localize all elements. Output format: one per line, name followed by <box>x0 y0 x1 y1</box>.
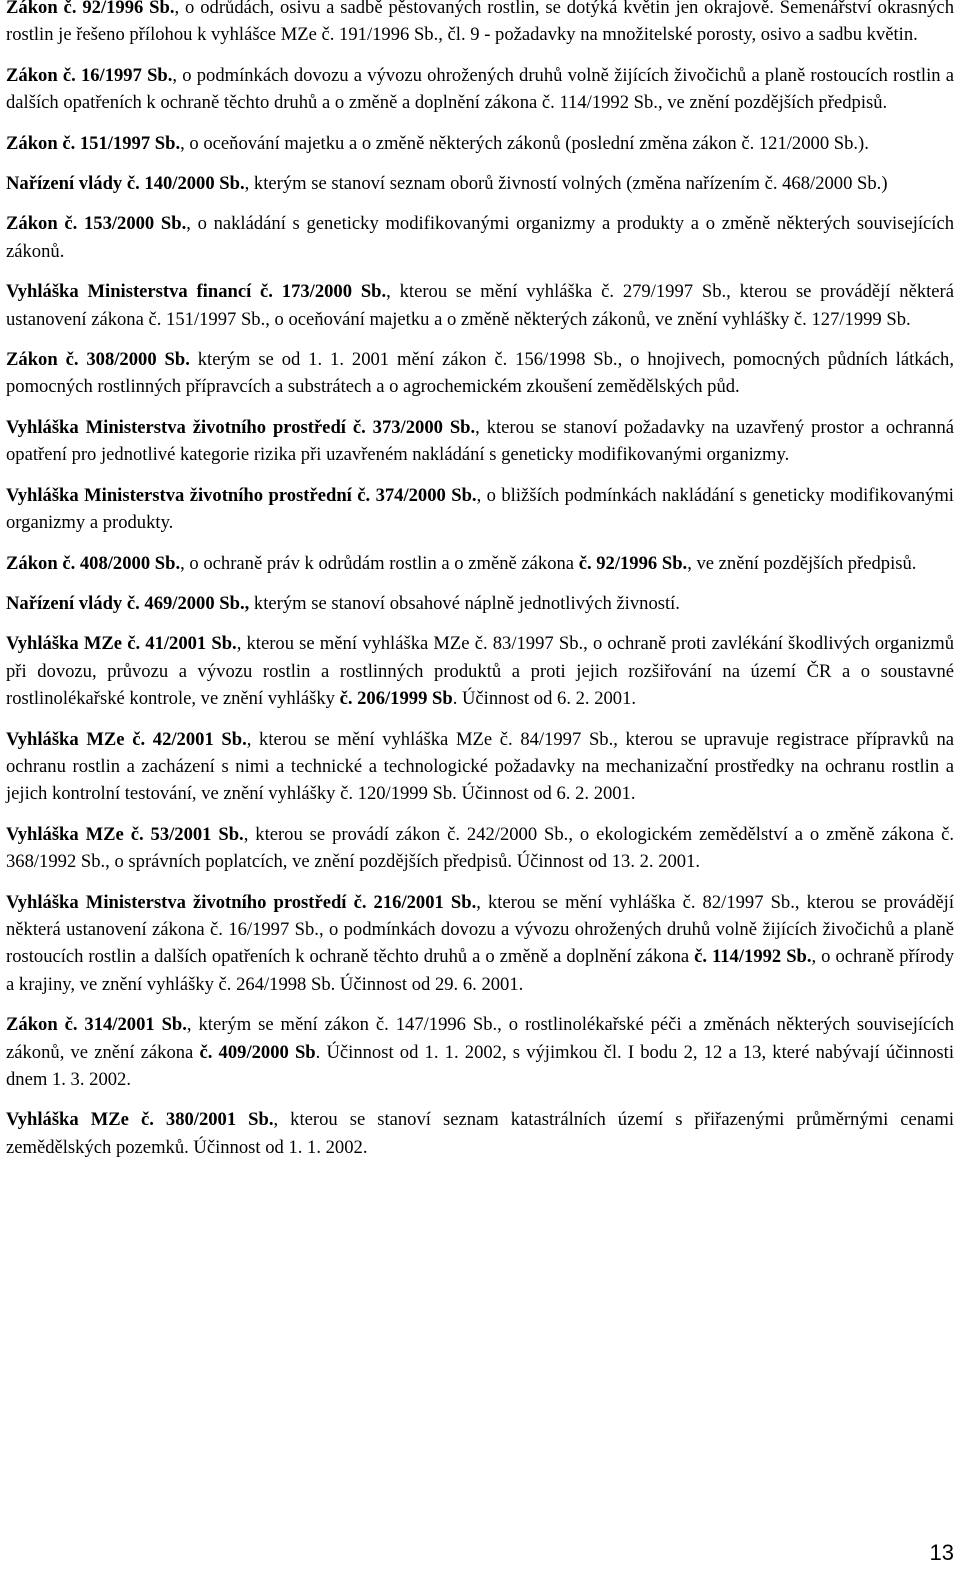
law-citation: Zákon č. 16/1997 Sb. <box>6 64 173 86</box>
law-entry <box>6 278 954 333</box>
law-description: kterým se od 1. 1. 2001 mění zákon č. 156/1998 Sb., o hnojivech, pomocných půdních látkách, pomocných rostlinných přípravcích a substrátech a o agrochemickém zkoušení zemědělských půd. <box>6 349 954 398</box>
law-citation: Vyhláška Ministerstva životního prostřední č. 374/2000 Sb. <box>6 484 477 506</box>
law-description: , kterou se stanoví požadavky na uzavřený prostor a ochranná opatření pro jednotlivé kategorie rizika při uzavřeném nakládání s geneticky modifikovanými organizmy. <box>6 416 954 466</box>
law-citation: Vyhláška MZe č. 41/2001 Sb. <box>6 633 237 655</box>
law-description: , kterým se stanoví seznam oborů živností volných (změna nařízením č. 468/2000 Sb.) <box>244 173 888 195</box>
law-entry <box>6 62 954 117</box>
law-description: , kterou se mění vyhláška č. 279/1997 Sb., kterou se provádějí některá ustanovení zákona č. 151/1997 Sb., o oceňování majetku a o změně některých zákonů, ve znění vyhlášky č. 127/1999 Sb. <box>6 281 954 330</box>
law-description: . Účinnost od 6. 2. 2001. <box>452 688 637 710</box>
law-citation: Nařízení vlády č. 140/2000 Sb. <box>6 173 245 195</box>
law-citation: Vyhláška MZe č. 53/2001 Sb. <box>6 823 244 845</box>
law-citation: č. 206/1999 Sb <box>339 688 453 710</box>
law-description: , o bližších podmínkách nakládání s geneticky modifikovanými organizmy a produkty. <box>6 484 954 534</box>
law-citation: Zákon č. 92/1996 Sb. <box>6 0 175 18</box>
law-citation: Vyhláška Ministerstva financí č. 173/2000 Sb. <box>6 281 387 303</box>
law-description: , o odrůdách, osivu a sadbě pěstovaných rostlin, se dotýká květin jen okrajově. Semenářství okrasných rostlin je řešeno přílohou k vyhlášce MZe č. 191/1996 Sb., čl. 9 - požadavky na množitelské porosty, osivo a sadbu květin. <box>6 0 954 46</box>
law-entry <box>6 726 954 808</box>
law-citation: č. 114/1992 Sb. <box>694 946 812 968</box>
law-description: , o podmínkách dovozu a vývozu ohrožených druhů volně žijících živočichů a planě rostoucích rostlin a dalších opatřeních k ochraně těchto druhů a o změně a doplnění zákona č. 114/1992 Sb., ve znění pozdějších předpisů. <box>6 64 954 114</box>
law-description: , o oceňování majetku a o změně některých zákonů (poslední změna zákon č. 121/2000 Sb.). <box>180 132 869 154</box>
law-description: , kterou se mění vyhláška MZe č. 84/1997 Sb., kterou se upravuje registrace přípravků na ochranu rostlin a zacházení s nimi a technické a technologické požadavky na mechanizační prostředky na ochranu rostlin a jejich kontrolní testování, ve znění vyhlášky č. 120/1999 Sb. Účinnost od 6. 2. 2001. <box>6 728 954 805</box>
law-citation: Zákon č. 308/2000 Sb. <box>6 349 190 371</box>
law-description: , ve znění pozdějších předpisů. <box>687 552 917 574</box>
law-entry <box>6 414 954 469</box>
law-entry <box>6 346 954 401</box>
law-entry <box>6 1106 954 1161</box>
page-number: 13 <box>929 1540 954 1565</box>
law-entry <box>6 550 954 577</box>
law-description: , o ochraně přírody a krajiny, ve znění vyhlášky č. 264/1998 Sb. Účinnost od 29. 6. 2001. <box>6 946 955 995</box>
law-citation: Zákon č. 408/2000 Sb. <box>6 552 181 574</box>
law-description: , kterou se mění vyhláška MZe č. 83/1997 Sb., o ochraně proti zavlékání škodlivých organizmů při dovozu, průvozu a vývozu rostlin a rostlinných produktů a proti jejich rozšiřování na území ČR a o soustavné rostlinolékařské kontrole, ve znění vyhlášky <box>6 633 954 710</box>
law-description: , kterou se stanoví seznam katastrálních území s přiřazenými průměrnými cenami zemědělských pozemků. Účinnost od 1. 1. 2002. <box>6 1109 954 1158</box>
law-description: , o ochraně práv k odrůdám rostlin a o změně zákona <box>180 552 579 574</box>
law-entry <box>6 210 954 265</box>
law-entry <box>6 1011 954 1093</box>
document-body <box>6 0 954 1174</box>
law-citation: Zákon č. 314/2001 Sb. <box>6 1014 187 1036</box>
law-description: , kterou se provádí zákon č. 242/2000 Sb., o ekologickém zemědělství a o změně zákona č. 368/1992 Sb., o správních poplatcích, ve znění pozdějších předpisů. Účinnost od 13. 2. 2001. <box>6 823 954 873</box>
law-entry <box>6 482 954 537</box>
law-citation: Vyhláška MZe č. 380/2001 Sb. <box>6 1109 274 1131</box>
law-entry <box>6 630 954 712</box>
law-description: , kterou se mění vyhláška č. 82/1997 Sb., kterou se provádějí některá ustanovení zákona č. 16/1997 Sb., o podmínkách dovozu a vývozu ohrožených druhů volně žijících živočichů a planě rostoucích rostlin a dalších opatřeních k ochraně těchto druhů a o změně a doplnění zákona <box>6 891 954 968</box>
law-citation: Nařízení vlády č. 469/2000 Sb., <box>6 592 250 614</box>
law-entry <box>6 170 954 197</box>
law-citation: č. 409/2000 Sb <box>199 1041 316 1063</box>
law-description: . Účinnost od 1. 1. 2002, s výjimkou čl. I bodu 2, 12 a 13, které nabývají účinnosti dnem 1. 3. 2002. <box>6 1041 954 1090</box>
law-description: , o nakládání s geneticky modifikovanými organizmy a produkty a o změně některých souvisejících zákonů. <box>6 213 954 262</box>
law-entry <box>6 821 954 876</box>
law-citation: Zákon č. 153/2000 Sb. <box>6 213 187 235</box>
law-description: kterým se stanoví obsahové náplně jednotlivých živností. <box>249 592 680 614</box>
law-citation: Vyhláška Ministerstva životního prostředí č. 373/2000 Sb. <box>6 416 476 438</box>
law-citation: Vyhláška Ministerstva životního prostředí č. 216/2001 Sb. <box>6 891 477 913</box>
law-citation: č. 92/1996 Sb. <box>578 552 688 574</box>
law-entry <box>6 0 954 49</box>
law-entry <box>6 590 954 617</box>
law-entry <box>6 889 954 999</box>
law-citation: Zákon č. 151/1997 Sb. <box>6 132 181 154</box>
law-description: , kterým se mění zákon č. 147/1996 Sb., o rostlinolékařské péči a změnách některých souvisejících zákonů, ve znění zákona <box>6 1014 954 1063</box>
law-entry <box>6 130 954 157</box>
law-citation: Vyhláška MZe č. 42/2001 Sb. <box>6 728 247 750</box>
